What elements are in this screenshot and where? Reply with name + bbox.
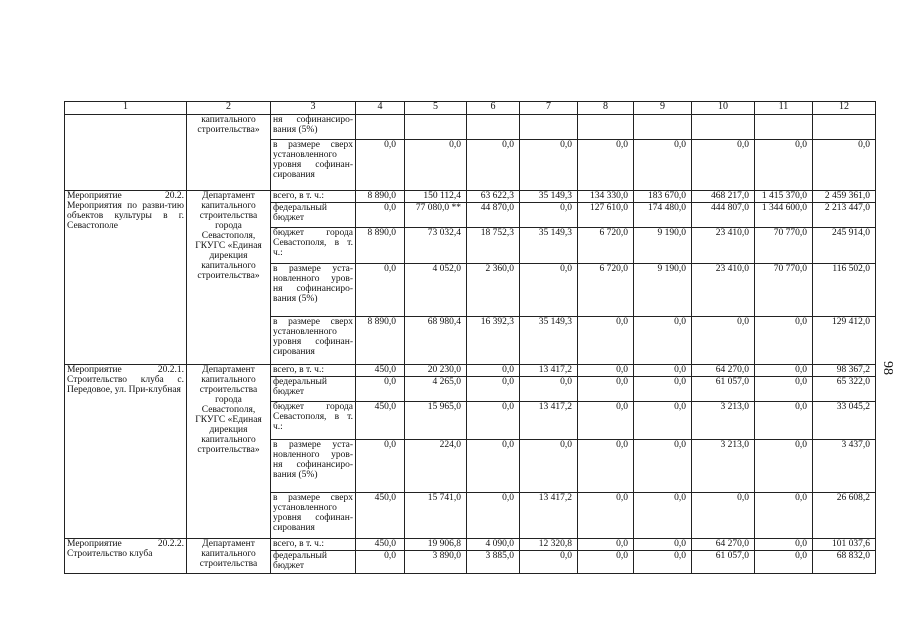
value-cell: 77 080,0 **	[405, 203, 467, 228]
header-cell: 9	[634, 102, 692, 115]
value-cell: 0,0	[813, 140, 876, 191]
value-cell: 35 149,3	[520, 317, 578, 365]
value-cell: 2 213 447,0	[813, 203, 876, 228]
value-cell	[520, 115, 578, 140]
table-row	[65, 115, 876, 140]
source-cell: всего, в т. ч.:	[271, 365, 356, 377]
value-cell: 6 720,0	[578, 228, 634, 264]
value-cell: 224,0	[405, 440, 467, 493]
header-cell: 4	[356, 102, 405, 115]
value-cell: 35 149,3	[520, 191, 578, 203]
value-cell: 0,0	[356, 377, 405, 402]
source-cell: федеральный бюджет	[271, 551, 356, 574]
value-cell: 0,0	[520, 377, 578, 402]
value-cell: 9 190,0	[634, 228, 692, 264]
value-cell: 0,0	[755, 317, 813, 365]
source-cell: федеральный бюджет	[271, 203, 356, 228]
value-cell	[405, 115, 467, 140]
source-cell: в размере уста-новленного уров-ня софинансиро-вания (5%)	[271, 264, 356, 317]
header-cell: 11	[755, 102, 813, 115]
value-cell: 0,0	[578, 402, 634, 440]
value-cell: 0,0	[578, 493, 634, 539]
value-cell: 0,0	[356, 203, 405, 228]
value-cell: 2 459 361,0	[813, 191, 876, 203]
source-cell: в размере уста-новленного уров-ня софинансиро-вания (5%)	[271, 440, 356, 493]
table-row	[65, 191, 876, 203]
value-cell: 13 417,2	[520, 493, 578, 539]
value-cell: 0,0	[634, 440, 692, 493]
value-cell: 450,0	[356, 493, 405, 539]
value-cell: 8 890,0	[356, 191, 405, 203]
value-cell: 0,0	[467, 140, 520, 191]
executor-cell: Департамент капитального строительства города Севастополя, ГКУГС «Единая дирекция капитального строительства»	[187, 191, 271, 365]
header-cell: 7	[520, 102, 578, 115]
value-cell: 0,0	[634, 539, 692, 551]
value-cell	[467, 115, 520, 140]
value-cell: 68 832,0	[813, 551, 876, 574]
value-cell: 0,0	[520, 140, 578, 191]
value-cell: 4 090,0	[467, 539, 520, 551]
value-cell: 13 417,2	[520, 365, 578, 377]
value-cell: 1 344 600,0	[755, 203, 813, 228]
value-cell: 0,0	[634, 140, 692, 191]
value-cell: 64 270,0	[692, 365, 755, 377]
value-cell: 0,0	[405, 140, 467, 191]
header-cell: 6	[467, 102, 520, 115]
value-cell: 450,0	[356, 402, 405, 440]
value-cell: 9 190,0	[634, 264, 692, 317]
value-cell: 0,0	[578, 365, 634, 377]
value-cell: 0,0	[578, 551, 634, 574]
value-cell: 174 480,0	[634, 203, 692, 228]
value-cell: 64 270,0	[692, 539, 755, 551]
value-cell: 101 037,6	[813, 539, 876, 551]
value-cell: 19 906,8	[405, 539, 467, 551]
source-cell: в размере сверх установленного уровня софинан-сирования	[271, 140, 356, 191]
value-cell: 0,0	[692, 140, 755, 191]
value-cell	[578, 115, 634, 140]
executor-cell: капитального строительства»	[187, 115, 271, 191]
source-cell: всего, в т. ч.:	[271, 191, 356, 203]
source-cell: бюджет города Севастополя, в т. ч.:	[271, 228, 356, 264]
value-cell: 0,0	[634, 317, 692, 365]
value-cell: 20 230,0	[405, 365, 467, 377]
header-row	[65, 102, 876, 115]
measure-cell: Мероприятие 20.2.1. Строительство клуба с. Передовое, ул. При-клубная	[65, 365, 187, 539]
source-cell: бюджет города Севастополя, в т. ч.:	[271, 402, 356, 440]
value-cell: 0,0	[634, 377, 692, 402]
value-cell: 0,0	[467, 402, 520, 440]
value-cell: 183 670,0	[634, 191, 692, 203]
value-cell: 26 608,2	[813, 493, 876, 539]
value-cell: 0,0	[755, 365, 813, 377]
header-cell: 3	[271, 102, 356, 115]
source-cell: всего, в т. ч.:	[271, 539, 356, 551]
value-cell: 35 149,3	[520, 228, 578, 264]
value-cell: 0,0	[578, 317, 634, 365]
value-cell: 4 265,0	[405, 377, 467, 402]
value-cell: 2 360,0	[467, 264, 520, 317]
value-cell: 0,0	[692, 317, 755, 365]
value-cell: 3 885,0	[467, 551, 520, 574]
value-cell: 0,0	[467, 493, 520, 539]
value-cell: 0,0	[755, 377, 813, 402]
value-cell: 18 752,3	[467, 228, 520, 264]
value-cell: 0,0	[755, 440, 813, 493]
value-cell: 0,0	[467, 440, 520, 493]
value-cell	[755, 115, 813, 140]
source-cell: ня софинансиро-вания (5%)	[271, 115, 356, 140]
value-cell: 0,0	[634, 365, 692, 377]
value-cell: 61 057,0	[692, 377, 755, 402]
value-cell: 0,0	[520, 203, 578, 228]
value-cell: 12 320,8	[520, 539, 578, 551]
value-cell: 0,0	[520, 551, 578, 574]
value-cell: 0,0	[634, 493, 692, 539]
value-cell: 0,0	[467, 365, 520, 377]
value-cell: 129 412,0	[813, 317, 876, 365]
value-cell: 44 870,0	[467, 203, 520, 228]
value-cell: 116 502,0	[813, 264, 876, 317]
source-cell: в размере сверх установленного уровня софинан-сирования	[271, 493, 356, 539]
measure-cell	[65, 115, 187, 191]
value-cell: 8 890,0	[356, 228, 405, 264]
value-cell: 450,0	[356, 539, 405, 551]
value-cell: 0,0	[755, 551, 813, 574]
value-cell: 0,0	[578, 377, 634, 402]
budget-table	[64, 101, 876, 574]
value-cell: 65 322,0	[813, 377, 876, 402]
table-row	[65, 539, 876, 551]
value-cell: 3 213,0	[692, 440, 755, 493]
value-cell	[356, 115, 405, 140]
value-cell: 0,0	[520, 264, 578, 317]
value-cell: 13 417,2	[520, 402, 578, 440]
value-cell: 70 770,0	[755, 228, 813, 264]
value-cell: 134 330,0	[578, 191, 634, 203]
value-cell: 33 045,2	[813, 402, 876, 440]
value-cell: 8 890,0	[356, 317, 405, 365]
value-cell: 0,0	[692, 493, 755, 539]
value-cell: 444 807,0	[692, 203, 755, 228]
value-cell: 3 437,0	[813, 440, 876, 493]
table-row	[65, 365, 876, 377]
value-cell: 0,0	[755, 539, 813, 551]
value-cell: 0,0	[634, 551, 692, 574]
value-cell: 245 914,0	[813, 228, 876, 264]
header-cell: 2	[187, 102, 271, 115]
value-cell: 127 610,0	[578, 203, 634, 228]
value-cell: 6 720,0	[578, 264, 634, 317]
value-cell: 468 217,0	[692, 191, 755, 203]
value-cell: 150 112,4	[405, 191, 467, 203]
value-cell: 3 890,0	[405, 551, 467, 574]
value-cell	[634, 115, 692, 140]
value-cell: 73 032,4	[405, 228, 467, 264]
value-cell: 0,0	[755, 493, 813, 539]
value-cell: 4 052,0	[405, 264, 467, 317]
value-cell: 61 057,0	[692, 551, 755, 574]
header-cell: 12	[813, 102, 876, 115]
value-cell: 98 367,2	[813, 365, 876, 377]
value-cell: 63 622,3	[467, 191, 520, 203]
value-cell	[813, 115, 876, 140]
header-cell: 5	[405, 102, 467, 115]
value-cell: 15 741,0	[405, 493, 467, 539]
value-cell: 68 980,4	[405, 317, 467, 365]
source-cell: в размере сверх установленного уровня софинан-сирования	[271, 317, 356, 365]
value-cell: 0,0	[356, 551, 405, 574]
value-cell: 0,0	[578, 539, 634, 551]
value-cell: 23 410,0	[692, 264, 755, 317]
value-cell: 3 213,0	[692, 402, 755, 440]
value-cell: 0,0	[634, 402, 692, 440]
value-cell: 15 965,0	[405, 402, 467, 440]
measure-cell: Мероприятие 20.2. Мероприятия по разви-тию объектов культуры в г. Севастополе	[65, 191, 187, 365]
source-cell: федеральный бюджет	[271, 377, 356, 402]
executor-cell: Департамент капитального строительства города Севастополя, ГКУГС «Единая дирекция капитального строительства»	[187, 365, 271, 539]
value-cell: 450,0	[356, 365, 405, 377]
value-cell: 0,0	[356, 440, 405, 493]
page-number: 98	[880, 361, 895, 375]
value-cell: 0,0	[356, 140, 405, 191]
value-cell: 23 410,0	[692, 228, 755, 264]
value-cell: 16 392,3	[467, 317, 520, 365]
value-cell: 0,0	[467, 377, 520, 402]
value-cell: 0,0	[755, 402, 813, 440]
executor-cell: Департамент капитального строительства	[187, 539, 271, 574]
measure-cell: Мероприятие 20.2.2. Строительство клуба	[65, 539, 187, 574]
value-cell: 0,0	[755, 140, 813, 191]
header-cell: 8	[578, 102, 634, 115]
value-cell: 0,0	[578, 440, 634, 493]
value-cell: 70 770,0	[755, 264, 813, 317]
value-cell	[692, 115, 755, 140]
header-cell: 1	[65, 102, 187, 115]
value-cell: 0,0	[356, 264, 405, 317]
value-cell: 0,0	[520, 440, 578, 493]
value-cell: 1 415 370,0	[755, 191, 813, 203]
header-cell: 10	[692, 102, 755, 115]
value-cell: 0,0	[578, 140, 634, 191]
